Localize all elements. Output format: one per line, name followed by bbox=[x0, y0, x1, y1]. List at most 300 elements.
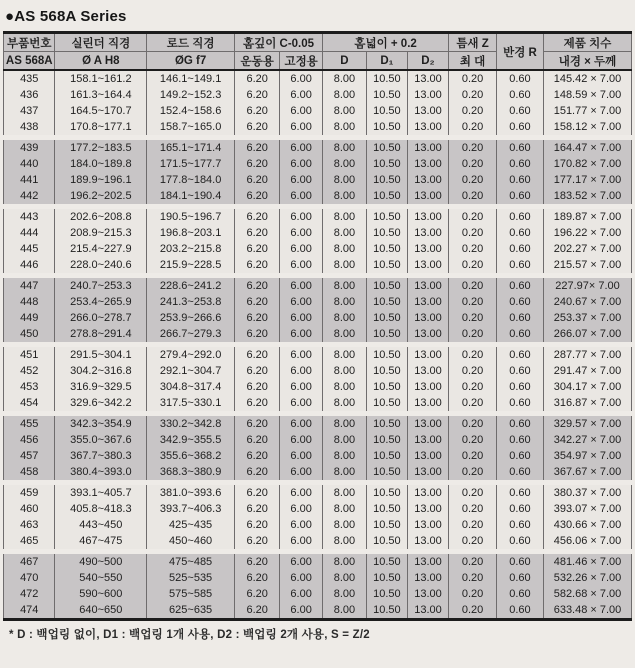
header-rod-diameter: 로드 직경 bbox=[147, 33, 235, 52]
cell: 6.00 bbox=[280, 70, 323, 87]
cell: 0.20 bbox=[449, 188, 497, 204]
cell: 13.00 bbox=[407, 209, 448, 225]
table-row bbox=[4, 188, 632, 204]
cell: 0.20 bbox=[449, 225, 497, 241]
cell: 240.67 × 7.00 bbox=[544, 294, 632, 310]
cell: 6.20 bbox=[235, 326, 280, 342]
table-row bbox=[4, 570, 632, 586]
cell: 0.20 bbox=[449, 87, 497, 103]
cell: 10.50 bbox=[366, 278, 407, 294]
cell: 6.20 bbox=[235, 448, 280, 464]
cell: 228.6~241.2 bbox=[147, 278, 235, 294]
header-cylinder-sub: Ø A H8 bbox=[55, 52, 147, 71]
table-row bbox=[4, 501, 632, 517]
cell: 0.20 bbox=[449, 119, 497, 135]
cell: 448 bbox=[4, 294, 55, 310]
cell: 203.2~215.8 bbox=[147, 241, 235, 257]
cell: 152.4~158.6 bbox=[147, 103, 235, 119]
cell: 0.60 bbox=[496, 363, 543, 379]
cell: 440 bbox=[4, 156, 55, 172]
cell: 278.8~291.4 bbox=[55, 326, 147, 342]
cell: 13.00 bbox=[407, 156, 448, 172]
cell: 6.00 bbox=[280, 310, 323, 326]
cell: 8.00 bbox=[322, 209, 366, 225]
cell: 457 bbox=[4, 448, 55, 464]
cell: 0.60 bbox=[496, 188, 543, 204]
cell: 183.52 × 7.00 bbox=[544, 188, 632, 204]
cell: 196.8~203.1 bbox=[147, 225, 235, 241]
cell: 450~460 bbox=[147, 533, 235, 549]
cell: 0.20 bbox=[449, 156, 497, 172]
cell: 381.0~393.6 bbox=[147, 485, 235, 501]
cell: 240.7~253.3 bbox=[55, 278, 147, 294]
cell: 13.00 bbox=[407, 347, 448, 363]
cell: 10.50 bbox=[366, 501, 407, 517]
cell: 228.0~240.6 bbox=[55, 257, 147, 273]
cell: 10.50 bbox=[366, 379, 407, 395]
cell: 6.20 bbox=[235, 395, 280, 411]
table-row bbox=[4, 448, 632, 464]
cell: 253.9~266.6 bbox=[147, 310, 235, 326]
cell: 13.00 bbox=[407, 448, 448, 464]
cell: 0.20 bbox=[449, 485, 497, 501]
cell: 13.00 bbox=[407, 379, 448, 395]
header-clearance-max: 최 대 bbox=[449, 52, 497, 71]
cell: 291.47 × 7.00 bbox=[544, 363, 632, 379]
cell: 6.20 bbox=[235, 464, 280, 480]
cell: 465 bbox=[4, 533, 55, 549]
cell: 437 bbox=[4, 103, 55, 119]
cell: 6.00 bbox=[280, 432, 323, 448]
cell: 6.20 bbox=[235, 209, 280, 225]
cell: 189.87 × 7.00 bbox=[544, 209, 632, 225]
cell: 393.1~405.7 bbox=[55, 485, 147, 501]
cell: 8.00 bbox=[322, 347, 366, 363]
cell: 0.60 bbox=[496, 87, 543, 103]
cell: 393.7~406.3 bbox=[147, 501, 235, 517]
cell: 456.06 × 7.00 bbox=[544, 533, 632, 549]
cell: 446 bbox=[4, 257, 55, 273]
cell: 10.50 bbox=[366, 347, 407, 363]
cell: 0.60 bbox=[496, 140, 543, 156]
cell: 13.00 bbox=[407, 554, 448, 570]
cell: 442 bbox=[4, 188, 55, 204]
cell: 13.00 bbox=[407, 602, 448, 620]
cell: 13.00 bbox=[407, 294, 448, 310]
cell: 13.00 bbox=[407, 570, 448, 586]
table-row bbox=[4, 395, 632, 411]
cell: 10.50 bbox=[366, 241, 407, 257]
cell: 441 bbox=[4, 172, 55, 188]
cell: 13.00 bbox=[407, 485, 448, 501]
cell: 6.20 bbox=[235, 517, 280, 533]
cell: 0.60 bbox=[496, 326, 543, 342]
cell: 6.00 bbox=[280, 119, 323, 135]
table-header bbox=[4, 33, 632, 71]
cell: 8.00 bbox=[322, 554, 366, 570]
table-row bbox=[4, 517, 632, 533]
cell: 380.4~393.0 bbox=[55, 464, 147, 480]
header-width-d2: D₂ bbox=[407, 52, 448, 71]
cell: 6.00 bbox=[280, 156, 323, 172]
cell: 8.00 bbox=[322, 156, 366, 172]
cell: 316.87 × 7.00 bbox=[544, 395, 632, 411]
cell: 6.20 bbox=[235, 188, 280, 204]
cell: 6.00 bbox=[280, 570, 323, 586]
cell: 196.22 × 7.00 bbox=[544, 225, 632, 241]
cell: 0.60 bbox=[496, 554, 543, 570]
cell: 10.50 bbox=[366, 416, 407, 432]
cell: 149.2~152.3 bbox=[147, 87, 235, 103]
cell: 10.50 bbox=[366, 257, 407, 273]
cell: 10.50 bbox=[366, 395, 407, 411]
cell: 0.20 bbox=[449, 172, 497, 188]
cell: 6.20 bbox=[235, 347, 280, 363]
cell: 633.48 × 7.00 bbox=[544, 602, 632, 620]
cell: 8.00 bbox=[322, 533, 366, 549]
header-width-d: D bbox=[322, 52, 366, 71]
cell: 10.50 bbox=[366, 188, 407, 204]
cell: 0.20 bbox=[449, 310, 497, 326]
header-part-number-sub: AS 568A bbox=[4, 52, 55, 71]
cell: 10.50 bbox=[366, 140, 407, 156]
cell: 0.60 bbox=[496, 570, 543, 586]
cell: 145.42 × 7.00 bbox=[544, 70, 632, 87]
cell: 158.1~161.2 bbox=[55, 70, 147, 87]
cell: 165.1~171.4 bbox=[147, 140, 235, 156]
table-row bbox=[4, 257, 632, 273]
cell: 6.00 bbox=[280, 533, 323, 549]
cell: 6.00 bbox=[280, 140, 323, 156]
cell: 8.00 bbox=[322, 103, 366, 119]
cell: 368.3~380.9 bbox=[147, 464, 235, 480]
cell: 445 bbox=[4, 241, 55, 257]
cell: 449 bbox=[4, 310, 55, 326]
cell: 177.17 × 7.00 bbox=[544, 172, 632, 188]
table-row bbox=[4, 172, 632, 188]
cell: 291.5~304.1 bbox=[55, 347, 147, 363]
cell: 438 bbox=[4, 119, 55, 135]
cell: 481.46 × 7.00 bbox=[544, 554, 632, 570]
cell: 8.00 bbox=[322, 432, 366, 448]
cell: 177.2~183.5 bbox=[55, 140, 147, 156]
cell: 8.00 bbox=[322, 586, 366, 602]
cell: 0.60 bbox=[496, 379, 543, 395]
cell: 6.00 bbox=[280, 395, 323, 411]
cell: 13.00 bbox=[407, 326, 448, 342]
cell: 355.6~368.2 bbox=[147, 448, 235, 464]
cell: 227.97× 7.00 bbox=[544, 278, 632, 294]
cell: 342.3~354.9 bbox=[55, 416, 147, 432]
cell: 8.00 bbox=[322, 140, 366, 156]
table-row bbox=[4, 554, 632, 570]
cell: 10.50 bbox=[366, 602, 407, 620]
table-row bbox=[4, 326, 632, 342]
cell: 0.20 bbox=[449, 554, 497, 570]
cell: 316.9~329.5 bbox=[55, 379, 147, 395]
cell: 435 bbox=[4, 70, 55, 87]
cell: 10.50 bbox=[366, 517, 407, 533]
cell: 10.50 bbox=[366, 432, 407, 448]
header-depth-motion: 운동용 bbox=[235, 52, 280, 71]
cell: 202.27 × 7.00 bbox=[544, 241, 632, 257]
cell: 6.00 bbox=[280, 448, 323, 464]
cell: 8.00 bbox=[322, 172, 366, 188]
header-product-size: 제품 치수 bbox=[544, 33, 632, 52]
cell: 13.00 bbox=[407, 586, 448, 602]
table-row bbox=[4, 485, 632, 501]
cell: 0.60 bbox=[496, 517, 543, 533]
table-row bbox=[4, 347, 632, 363]
cell: 8.00 bbox=[322, 188, 366, 204]
table-row bbox=[4, 87, 632, 103]
cell: 6.00 bbox=[280, 347, 323, 363]
cell: 0.20 bbox=[449, 326, 497, 342]
cell: 215.9~228.5 bbox=[147, 257, 235, 273]
cell: 540~550 bbox=[55, 570, 147, 586]
cell: 10.50 bbox=[366, 172, 407, 188]
cell: 393.07 × 7.00 bbox=[544, 501, 632, 517]
table-row bbox=[4, 140, 632, 156]
cell: 8.00 bbox=[322, 485, 366, 501]
cell: 453 bbox=[4, 379, 55, 395]
cell: 6.00 bbox=[280, 416, 323, 432]
cell: 10.50 bbox=[366, 485, 407, 501]
cell: 317.5~330.1 bbox=[147, 395, 235, 411]
cell: 329.6~342.2 bbox=[55, 395, 147, 411]
cell: 13.00 bbox=[407, 257, 448, 273]
cell: 190.5~196.7 bbox=[147, 209, 235, 225]
cell: 171.5~177.7 bbox=[147, 156, 235, 172]
cell: 13.00 bbox=[407, 188, 448, 204]
cell: 215.4~227.9 bbox=[55, 241, 147, 257]
cell: 0.20 bbox=[449, 209, 497, 225]
table-row bbox=[4, 533, 632, 549]
cell: 0.60 bbox=[496, 103, 543, 119]
cell: 6.00 bbox=[280, 209, 323, 225]
cell: 6.20 bbox=[235, 225, 280, 241]
cell: 10.50 bbox=[366, 87, 407, 103]
cell: 452 bbox=[4, 363, 55, 379]
cell: 0.20 bbox=[449, 257, 497, 273]
cell: 0.20 bbox=[449, 586, 497, 602]
cell: 444 bbox=[4, 225, 55, 241]
cell: 463 bbox=[4, 517, 55, 533]
cell: 189.9~196.1 bbox=[55, 172, 147, 188]
cell: 266.0~278.7 bbox=[55, 310, 147, 326]
cell: 0.60 bbox=[496, 347, 543, 363]
cell: 6.00 bbox=[280, 586, 323, 602]
cell: 0.20 bbox=[449, 416, 497, 432]
cell: 447 bbox=[4, 278, 55, 294]
cell: 436 bbox=[4, 87, 55, 103]
cell: 13.00 bbox=[407, 432, 448, 448]
cell: 196.2~202.5 bbox=[55, 188, 147, 204]
cell: 10.50 bbox=[366, 294, 407, 310]
cell: 161.3~164.4 bbox=[55, 87, 147, 103]
cell: 8.00 bbox=[322, 570, 366, 586]
cell: 158.7~165.0 bbox=[147, 119, 235, 135]
cell: 590~600 bbox=[55, 586, 147, 602]
cell: 0.20 bbox=[449, 379, 497, 395]
cell: 443~450 bbox=[55, 517, 147, 533]
cell: 8.00 bbox=[322, 501, 366, 517]
cell: 253.37 × 7.00 bbox=[544, 310, 632, 326]
cell: 0.60 bbox=[496, 310, 543, 326]
cell: 470 bbox=[4, 570, 55, 586]
cell: 6.20 bbox=[235, 278, 280, 294]
cell: 405.8~418.3 bbox=[55, 501, 147, 517]
cell: 10.50 bbox=[366, 448, 407, 464]
table-row bbox=[4, 294, 632, 310]
cell: 292.1~304.7 bbox=[147, 363, 235, 379]
cell: 6.20 bbox=[235, 310, 280, 326]
cell: 6.20 bbox=[235, 70, 280, 87]
table-row bbox=[4, 119, 632, 135]
cell: 10.50 bbox=[366, 156, 407, 172]
cell: 184.0~189.8 bbox=[55, 156, 147, 172]
cell: 10.50 bbox=[366, 363, 407, 379]
cell: 0.60 bbox=[496, 257, 543, 273]
cell: 13.00 bbox=[407, 225, 448, 241]
cell: 472 bbox=[4, 586, 55, 602]
cell: 582.68 × 7.00 bbox=[544, 586, 632, 602]
cell: 6.00 bbox=[280, 225, 323, 241]
cell: 0.60 bbox=[496, 241, 543, 257]
cell: 342.9~355.5 bbox=[147, 432, 235, 448]
cell: 6.00 bbox=[280, 554, 323, 570]
cell: 0.60 bbox=[496, 586, 543, 602]
cell: 6.20 bbox=[235, 294, 280, 310]
cell: 0.60 bbox=[496, 119, 543, 135]
table-body bbox=[4, 70, 632, 620]
cell: 6.00 bbox=[280, 257, 323, 273]
cell: 10.50 bbox=[366, 310, 407, 326]
cell: 329.57 × 7.00 bbox=[544, 416, 632, 432]
cell: 8.00 bbox=[322, 278, 366, 294]
cell: 13.00 bbox=[407, 103, 448, 119]
cell: 6.20 bbox=[235, 87, 280, 103]
table-row bbox=[4, 464, 632, 480]
cell: 0.60 bbox=[496, 485, 543, 501]
cell: 6.00 bbox=[280, 363, 323, 379]
cell: 6.20 bbox=[235, 485, 280, 501]
cell: 6.20 bbox=[235, 119, 280, 135]
cell: 287.77 × 7.00 bbox=[544, 347, 632, 363]
cell: 0.60 bbox=[496, 294, 543, 310]
cell: 8.00 bbox=[322, 363, 366, 379]
cell: 0.20 bbox=[449, 278, 497, 294]
cell: 575~585 bbox=[147, 586, 235, 602]
cell: 253.4~265.9 bbox=[55, 294, 147, 310]
cell: 8.00 bbox=[322, 379, 366, 395]
cell: 13.00 bbox=[407, 416, 448, 432]
cell: 6.20 bbox=[235, 570, 280, 586]
cell: 6.20 bbox=[235, 533, 280, 549]
cell: 640~650 bbox=[55, 602, 147, 620]
cell: 0.60 bbox=[496, 501, 543, 517]
cell: 6.20 bbox=[235, 103, 280, 119]
cell: 13.00 bbox=[407, 395, 448, 411]
cell: 266.07 × 7.00 bbox=[544, 326, 632, 342]
cell: 430.66 × 7.00 bbox=[544, 517, 632, 533]
cell: 6.00 bbox=[280, 188, 323, 204]
cell: 354.97 × 7.00 bbox=[544, 448, 632, 464]
cell: 490~500 bbox=[55, 554, 147, 570]
cell: 367.67 × 7.00 bbox=[544, 464, 632, 480]
cell: 10.50 bbox=[366, 103, 407, 119]
cell: 458 bbox=[4, 464, 55, 480]
cell: 0.20 bbox=[449, 294, 497, 310]
cell: 8.00 bbox=[322, 87, 366, 103]
cell: 0.20 bbox=[449, 602, 497, 620]
cell: 146.1~149.1 bbox=[147, 70, 235, 87]
cell: 6.00 bbox=[280, 241, 323, 257]
cell: 6.20 bbox=[235, 501, 280, 517]
header-depth-fixed: 고정용 bbox=[280, 52, 323, 71]
header-product-sub: 내경 × 두께 bbox=[544, 52, 632, 71]
cell: 380.37 × 7.00 bbox=[544, 485, 632, 501]
cell: 0.60 bbox=[496, 448, 543, 464]
table-row bbox=[4, 363, 632, 379]
cell: 10.50 bbox=[366, 209, 407, 225]
cell: 6.20 bbox=[235, 241, 280, 257]
cell: 0.20 bbox=[449, 241, 497, 257]
table-row bbox=[4, 209, 632, 225]
cell: 425~435 bbox=[147, 517, 235, 533]
cell: 13.00 bbox=[407, 501, 448, 517]
cell: 0.60 bbox=[496, 209, 543, 225]
cell: 164.5~170.7 bbox=[55, 103, 147, 119]
cell: 6.20 bbox=[235, 379, 280, 395]
spec-table bbox=[3, 31, 632, 621]
cell: 439 bbox=[4, 140, 55, 156]
header-groove-depth: 홈깊이 C-0.05 bbox=[235, 33, 323, 52]
cell: 8.00 bbox=[322, 294, 366, 310]
cell: 0.60 bbox=[496, 464, 543, 480]
cell: 177.8~184.0 bbox=[147, 172, 235, 188]
cell: 0.20 bbox=[449, 448, 497, 464]
cell: 474 bbox=[4, 602, 55, 620]
cell: 6.00 bbox=[280, 517, 323, 533]
cell: 443 bbox=[4, 209, 55, 225]
cell: 0.60 bbox=[496, 70, 543, 87]
table-row bbox=[4, 416, 632, 432]
cell: 0.20 bbox=[449, 533, 497, 549]
cell: 0.20 bbox=[449, 363, 497, 379]
cell: 10.50 bbox=[366, 533, 407, 549]
cell: 304.17 × 7.00 bbox=[544, 379, 632, 395]
table-row bbox=[4, 310, 632, 326]
cell: 6.20 bbox=[235, 586, 280, 602]
cell: 8.00 bbox=[322, 464, 366, 480]
table-row bbox=[4, 602, 632, 620]
cell: 467 bbox=[4, 554, 55, 570]
cell: 0.60 bbox=[496, 278, 543, 294]
cell: 10.50 bbox=[366, 119, 407, 135]
cell: 13.00 bbox=[407, 172, 448, 188]
cell: 6.00 bbox=[280, 172, 323, 188]
cell: 170.8~177.1 bbox=[55, 119, 147, 135]
cell: 0.60 bbox=[496, 602, 543, 620]
cell: 8.00 bbox=[322, 70, 366, 87]
cell: 13.00 bbox=[407, 87, 448, 103]
cell: 13.00 bbox=[407, 278, 448, 294]
cell: 0.60 bbox=[496, 225, 543, 241]
cell: 13.00 bbox=[407, 70, 448, 87]
cell: 0.20 bbox=[449, 517, 497, 533]
cell: 8.00 bbox=[322, 310, 366, 326]
